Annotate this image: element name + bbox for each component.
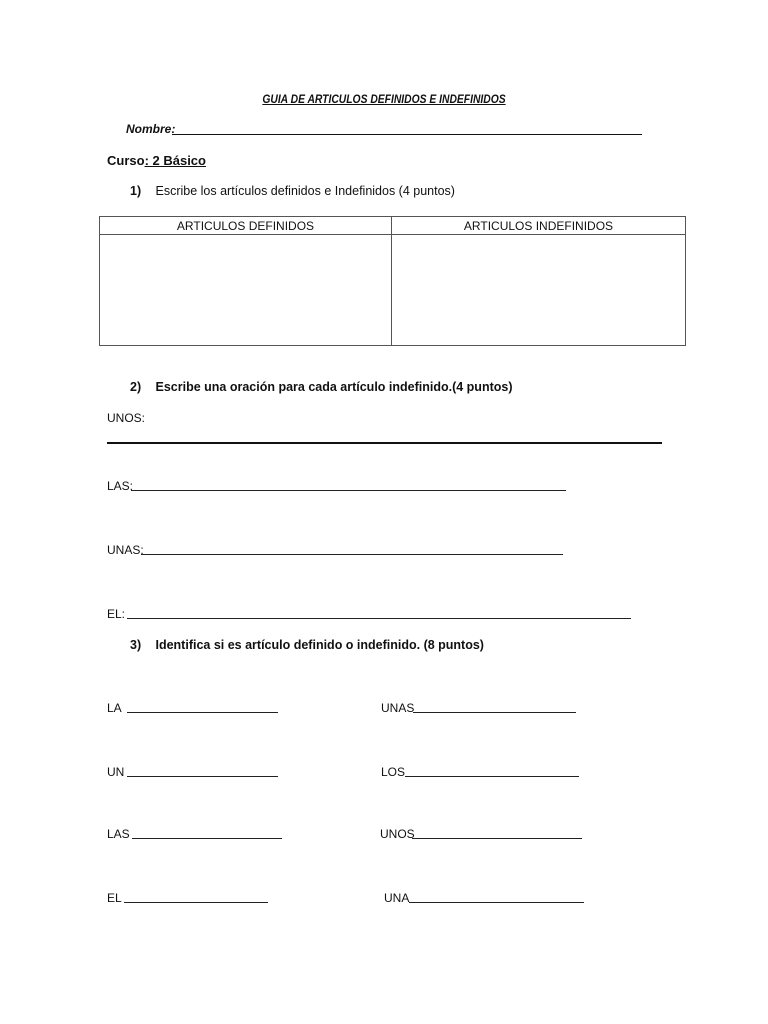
- cell-indefinidos-answer[interactable]: [392, 235, 686, 346]
- question-3-number: 3): [130, 638, 142, 652]
- q3-answer-line-la[interactable]: [127, 712, 278, 713]
- question-3: [130, 638, 484, 652]
- header-definidos: ARTICULOS DEFINIDOS: [100, 217, 392, 235]
- q3-item-el: EL: [107, 891, 122, 905]
- question-3-text: Identifica si es artículo definido o indefinido. (8 puntos): [155, 638, 484, 652]
- nombre-label: Nombre:: [126, 122, 176, 136]
- q3-item-los: LOS: [381, 765, 406, 779]
- q3-answer-line-unas[interactable]: [413, 712, 576, 713]
- question-2-number: 2): [130, 380, 142, 394]
- q3-item-una: UNA: [384, 891, 410, 905]
- worksheet-title: GUIA DE ARTICULOS DEFINIDOS E INDEFINIDOS: [262, 92, 506, 106]
- articles-table: [99, 216, 686, 346]
- curso-label: Curso: [107, 153, 145, 168]
- q3-answer-line-un[interactable]: [127, 776, 278, 777]
- curso-value: : 2 Básico: [144, 153, 206, 168]
- q2-answer-line-las[interactable]: [131, 490, 566, 491]
- header-indefinidos: ARTICULOS INDEFINIDOS: [392, 217, 686, 235]
- question-2-text: Escribe una oración para cada artículo indefinido.(4 puntos): [155, 380, 513, 394]
- curso-line: [107, 153, 206, 168]
- question-2: [130, 380, 513, 394]
- q2-label-el: EL:: [107, 607, 126, 621]
- question-1-number: 1): [130, 184, 142, 198]
- q3-item-las: LAS: [107, 827, 130, 841]
- q3-answer-line-una[interactable]: [409, 902, 584, 903]
- q3-item-un: UN: [107, 765, 125, 779]
- cell-definidos-answer[interactable]: [100, 235, 392, 346]
- q2-answer-line-unas[interactable]: [141, 554, 563, 555]
- q2-answer-line-el[interactable]: [127, 618, 631, 619]
- q3-item-unos: UNOS: [380, 827, 415, 841]
- question-1-text: Escribe los artículos definidos e Indefinidos (4 puntos): [155, 184, 455, 198]
- q3-answer-line-las[interactable]: [132, 838, 282, 839]
- q3-answer-line-unos[interactable]: [412, 838, 582, 839]
- q2-label-unos: UNOS:: [107, 411, 146, 425]
- question-1: [130, 184, 455, 198]
- q2-label-las: LAS:: [107, 479, 134, 493]
- q3-item-unas: UNAS: [381, 701, 415, 715]
- q2-label-unas: UNAS:: [107, 543, 144, 557]
- q3-answer-line-los[interactable]: [405, 776, 579, 777]
- q3-item-la: LA: [107, 701, 122, 715]
- q2-answer-line-unos[interactable]: [107, 442, 662, 444]
- nombre-field[interactable]: [172, 134, 642, 135]
- q3-answer-line-el[interactable]: [124, 902, 268, 903]
